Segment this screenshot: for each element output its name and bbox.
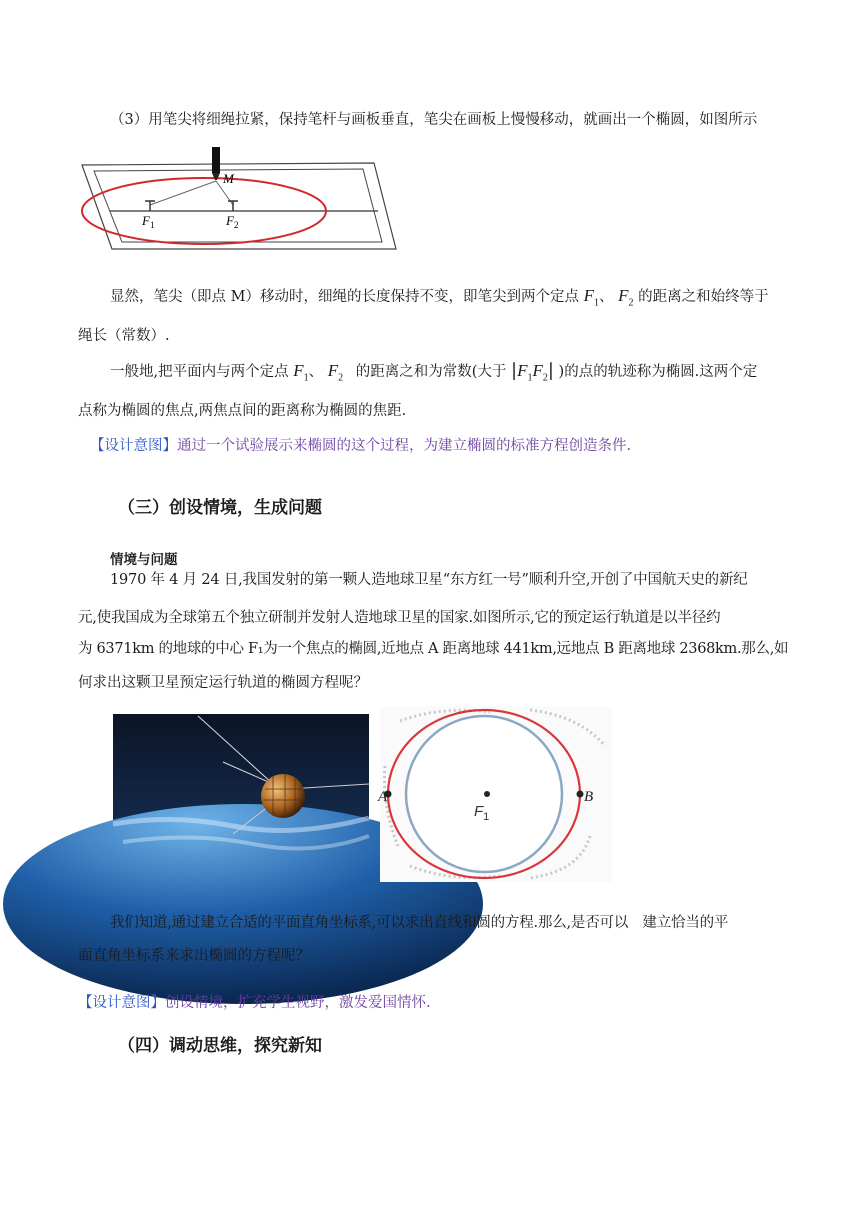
symbol-F1: $F_1$ <box>583 286 599 309</box>
abs-F1F2: | <box>510 360 518 381</box>
label-F1: $F_1$ <box>142 213 155 230</box>
section3-title: （三）创设情境，生成问题 <box>118 498 322 518</box>
know-line2: 面直角坐标系来求出椭圆的方程呢？ <box>78 948 310 964</box>
label-A: A <box>378 789 388 805</box>
abs-close: | <box>547 360 554 381</box>
def-symbol-F2: $F_2$ <box>327 361 344 384</box>
definition-text-c: )的点的轨迹称为椭圆.这两个定 <box>558 364 758 380</box>
obvious-paragraph-line2: 绳长（常数）. <box>78 328 170 344</box>
satellite-photo <box>113 714 369 866</box>
pen-body <box>212 147 220 173</box>
string-left <box>150 181 216 205</box>
definition-text-a: 一般地,把平面内与两个定点 <box>110 364 289 380</box>
scenario-line3: 为 6371km 的地球的中心 F₁为一个焦点的椭圆,近地点 A 距离地球 441km,远地点 B 距离地球 2368km.那么,如 <box>78 641 789 657</box>
definition-line2: 点称为椭圆的焦点,两焦点间的距离称为椭圆的焦距. <box>78 403 407 419</box>
step3-text: （3）用笔尖将细绳拉紧，保持笔杆与画板垂直，笔尖在画板上慢慢移动，就画出一个椭圆，如图所示 <box>110 112 758 128</box>
definition-line1 <box>110 361 786 388</box>
know-line1: 我们知道,通过建立合适的平面直角坐标系,可以求出直线和圆的方程.那么,是否可以 建立恰当的平 <box>110 915 729 931</box>
def-dun: 、 <box>308 364 324 380</box>
scenario-line4: 何求出这颗卫星预定运行轨道的椭圆方程呢？ <box>78 675 368 691</box>
definition-text-b: 的距离之和为常数(大于 <box>355 364 507 380</box>
design-intent-text: 通过一个试验展示来椭圆的这个过程，为建立椭圆的标准方程创造条件. <box>177 438 632 454</box>
def-symbol-F1: $F_1$ <box>293 361 309 384</box>
orbit-diagram <box>380 706 612 882</box>
abs-F1: $F_1$ <box>517 361 533 384</box>
label-F1: $F_1$ <box>474 803 490 823</box>
obvious-paragraph-line1 <box>110 286 786 313</box>
label-F2: $F_2$ <box>226 213 239 230</box>
label-M: M <box>223 171 234 186</box>
label-B: B <box>584 789 594 805</box>
focus-point <box>484 791 490 797</box>
design-intent-1 <box>90 436 766 456</box>
obvious-text-b: 的距离之和始终等于 <box>638 289 769 305</box>
obvious-text-a: 显然，笔尖（即点 M）移动时，细绳的长度保持不变，即笔尖到两个定点 <box>110 289 579 305</box>
design-intent-2-tag: 【设计意图】 <box>78 995 165 1011</box>
design-intent-2-text: 创设情境，扩充学生视野，激发爱国情怀. <box>165 995 431 1011</box>
dun-mark: 、 <box>598 289 614 305</box>
abs-F2: $F_2$ <box>532 361 548 384</box>
section4-title: （四）调动思维，探究新知 <box>118 1036 322 1056</box>
scenario-title: 情境与问题 <box>110 552 178 568</box>
scenario-line2: 元,使我国成为全球第五个独立研制并发射人造地球卫星的国家.如图所示,它的预定运行轨道是以半径约 <box>78 610 721 626</box>
design-intent-2 <box>78 993 754 1013</box>
ellipse-drawing-figure <box>78 145 398 250</box>
symbol-F2: $F_2$ <box>618 286 634 309</box>
satellite-sphere <box>261 774 305 818</box>
scenario-line1: 1970 年 4 月 24 日,我国发射的第一颗人造地球卫星“东方红一号”顺利升空,开创了中国航天史的新纪 <box>110 572 748 588</box>
design-intent-tag: 【设计意图】 <box>90 438 177 454</box>
point-B <box>577 791 584 798</box>
